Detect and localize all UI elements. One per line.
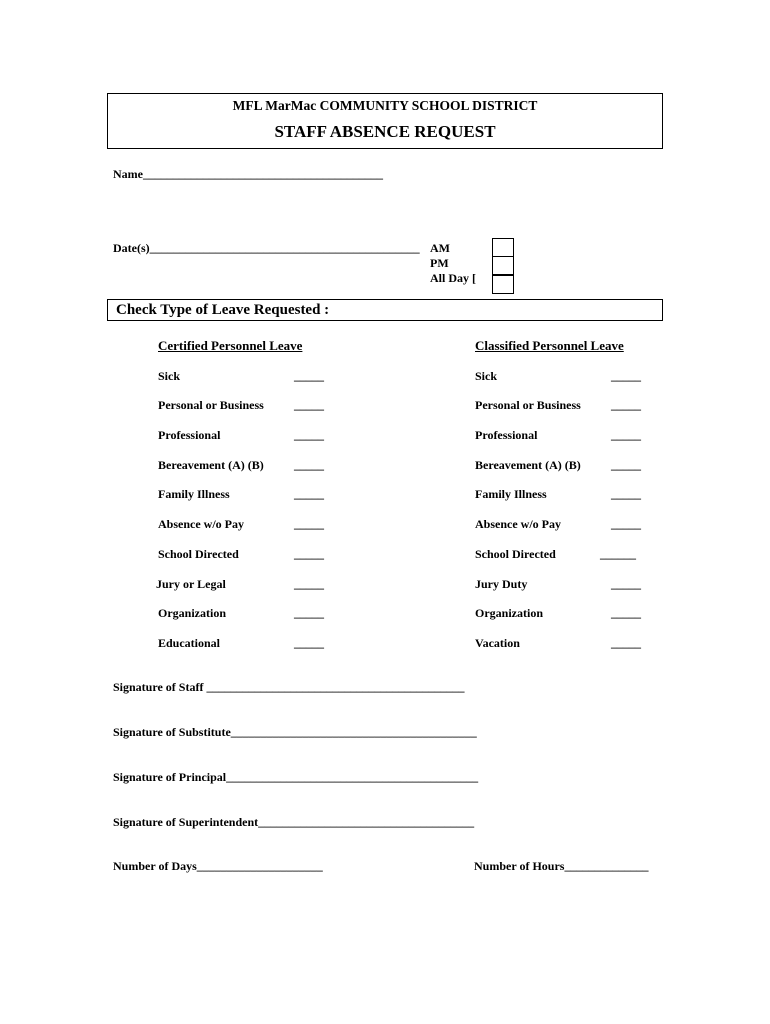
- am-checkbox[interactable]: [492, 238, 514, 257]
- classified-leave-label: Absence w/o Pay: [475, 517, 561, 531]
- certified-leave-label: Jury or Legal: [156, 577, 226, 591]
- header-box: [107, 93, 663, 149]
- classified-leave-label: Bereavement (A) (B): [475, 458, 581, 472]
- name-field[interactable]: Name________________________________________: [113, 167, 383, 181]
- leave-type-box: [107, 299, 663, 321]
- certified-leave-blank[interactable]: _____: [294, 369, 324, 383]
- certified-leave-label: Organization: [158, 606, 226, 620]
- certified-leave-blank[interactable]: _____: [294, 398, 324, 412]
- certified-leave-blank[interactable]: _____: [294, 547, 324, 561]
- classified-leave-blank[interactable]: _____: [611, 517, 641, 531]
- classified-leave-blank[interactable]: _____: [611, 577, 641, 591]
- certified-leave-label: Sick: [158, 369, 181, 383]
- certified-leave-label: Professional: [158, 428, 221, 442]
- certified-leave-blank[interactable]: _____: [294, 428, 324, 442]
- form-title: STAFF ABSENCE REQUEST: [274, 122, 496, 141]
- classified-leave-blank[interactable]: _____: [611, 369, 641, 383]
- certified-column-title: Certified Personnel Leave: [158, 338, 303, 353]
- certified-leave-label: Absence w/o Pay: [158, 517, 244, 531]
- all-day-label: All Day [: [430, 271, 476, 285]
- classified-leave-label: Professional: [475, 428, 538, 442]
- classified-leave-blank[interactable]: _____: [611, 636, 641, 650]
- staff-signature-field[interactable]: Signature of Staff ___________________________________________: [113, 680, 465, 694]
- certified-leave-label: Family Illness: [158, 487, 230, 501]
- certified-leave-blank[interactable]: _____: [294, 487, 324, 501]
- classified-leave-blank[interactable]: _____: [611, 398, 641, 412]
- certified-leave-blank[interactable]: _____: [294, 458, 324, 472]
- certified-leave-label: Educational: [158, 636, 221, 650]
- certified-leave-blank[interactable]: _____: [294, 577, 324, 591]
- pm-label: PM: [430, 256, 449, 270]
- district-name: MFL MarMac COMMUNITY SCHOOL DISTRICT: [232, 98, 538, 113]
- am-label: AM: [430, 241, 450, 255]
- classified-leave-blank[interactable]: ______: [600, 547, 636, 561]
- classified-leave-label: Jury Duty: [475, 577, 528, 591]
- classified-leave-label: Vacation: [475, 636, 520, 650]
- classified-leave-label: Personal or Business: [475, 398, 581, 412]
- certified-leave-blank[interactable]: _____: [294, 606, 324, 620]
- certified-leave-label: Bereavement (A) (B): [158, 458, 264, 472]
- certified-leave-blank[interactable]: _____: [294, 636, 324, 650]
- classified-leave-label: School Directed: [475, 547, 556, 561]
- dates-field[interactable]: Date(s)_____________________________________________: [113, 241, 420, 255]
- number-of-hours-field[interactable]: Number of Hours______________: [474, 859, 649, 873]
- certified-leave-label: School Directed: [158, 547, 239, 561]
- classified-leave-blank[interactable]: _____: [611, 487, 641, 501]
- substitute-signature-field[interactable]: Signature of Substitute_________________________________________: [113, 725, 477, 739]
- classified-leave-label: Family Illness: [475, 487, 547, 501]
- pm-checkbox[interactable]: [492, 256, 514, 275]
- certified-leave-blank[interactable]: _____: [294, 517, 324, 531]
- leave-type-heading: Check Type of Leave Requested :: [116, 302, 330, 318]
- classified-column-title: Classified Personnel Leave: [475, 338, 624, 353]
- classified-leave-label: Organization: [475, 606, 543, 620]
- classified-leave-blank[interactable]: _____: [611, 428, 641, 442]
- classified-leave-label: Sick: [475, 369, 498, 383]
- all-day-checkbox[interactable]: [492, 275, 514, 294]
- number-of-days-field[interactable]: Number of Days_____________________: [113, 859, 323, 873]
- principal-signature-field[interactable]: Signature of Principal__________________________________________: [113, 770, 479, 784]
- certified-leave-label: Personal or Business: [158, 398, 264, 412]
- classified-leave-blank[interactable]: _____: [611, 458, 641, 472]
- classified-leave-blank[interactable]: _____: [611, 606, 641, 620]
- superintendent-signature-field[interactable]: Signature of Superintendent____________________________________: [113, 815, 475, 829]
